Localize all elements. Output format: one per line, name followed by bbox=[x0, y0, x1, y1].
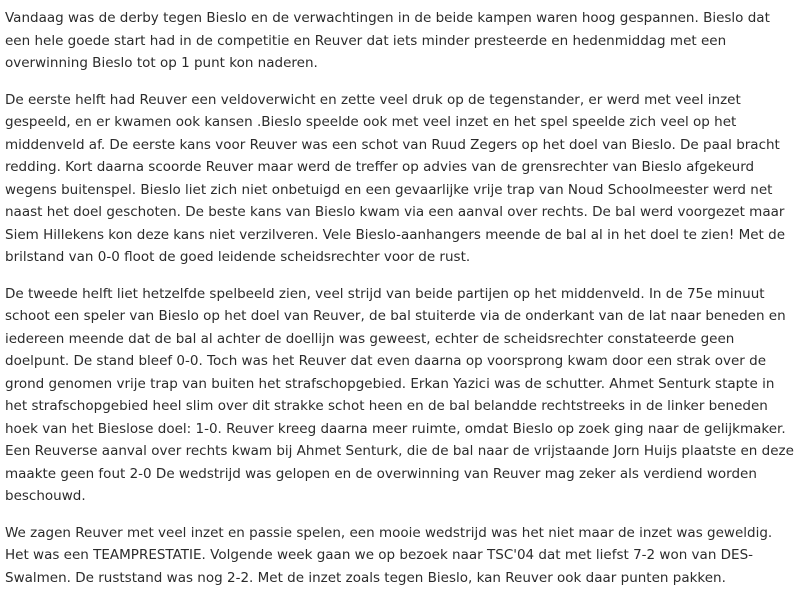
intro-paragraph: Vandaag was de derby tegen Bieslo en de verwachtingen in de beide kampen waren hoog gespannen. Bieslo dat een hele goede start had in de competitie en Reuver dat iets minder presteerde en hedenmiddag met een overwinning Bieslo tot op 1 punt kon naderen. bbox=[5, 7, 795, 75]
conclusion-paragraph: We zagen Reuver met veel inzet en passie spelen, een mooie wedstrijd was het niet maar de inzet was geweldig. Het was een TEAMPRESTATIE. Volgende week gaan we op bezoek naar TSC'04 dat met liefst 7-2 won van DES-Swalmen. De ruststand was nog 2-2. Met de inzet zoals tegen Bieslo, kan Reuver ook daar punten pakken. bbox=[5, 522, 795, 589]
first-half-paragraph: De eerste helft had Reuver een veldoverwicht en zette veel druk op de tegenstander, er werd met veel inzet gespeeld, en er kwamen ook kansen .Bieslo speelde ook met veel inzet en het spel speelde zich veel op het middenveld af. De eerste kans voor Reuver was een schot van Ruud Zegers op het doel van Bieslo. De paal bracht redding. Kort daarna scoorde Reuver maar werd de treffer op advies van de grensrechter van Bieslo afgekeurd wegens buitenspel. Bieslo liet zich niet onbetuigd en een gevaarlijke vrije trap van Noud Schoolmeester werd net naast het doel geschoten. De beste kans van Bieslo kwam via een aanval over rechts. De bal werd voorgezet maar Siem Hillekens kon deze kans niet verzilveren. Vele Bieslo-aanhangers meende de bal al in het doel te zien! Met de brilstand van 0-0 floot de goed leidende scheidsrechter voor de rust. bbox=[5, 89, 795, 269]
second-half-paragraph: De tweede helft liet hetzelfde spelbeeld zien, veel strijd van beide partijen op het middenveld. In de 75e minuut schoot een speler van Bieslo op het doel van Reuver, de bal stuiterde via de onderkant van de lat naar beneden en iedereen meende dat de bal al achter de doellijn was geweest, echter de scheidsrechter constateerde geen doelpunt. De stand bleef 0-0. Toch was het Reuver dat even daarna op voorsprong kwam door een strak over de grond genomen vrije trap van buiten het strafschopgebied. Erkan Yazici was de schutter. Ahmet Senturk stapte in het strafschopgebied heel slim over dit strakke schot heen en de bal belandde rechtstreeks in de linker beneden hoek van het Bieslose doel: 1-0. Reuver kreeg daarna meer ruimte, omdat Bieslo op zoek ging naar de gelijkmaker. Een Reuverse aanval over rechts kwam bij Ahmet Senturk, die de bal naar de vrijstaande Jorn Huijs plaatste en deze maakte geen fout 2-0 De wedstrijd was gelopen en de overwinning van Reuver mag zeker als verdiend worden beschouwd. bbox=[5, 283, 795, 508]
